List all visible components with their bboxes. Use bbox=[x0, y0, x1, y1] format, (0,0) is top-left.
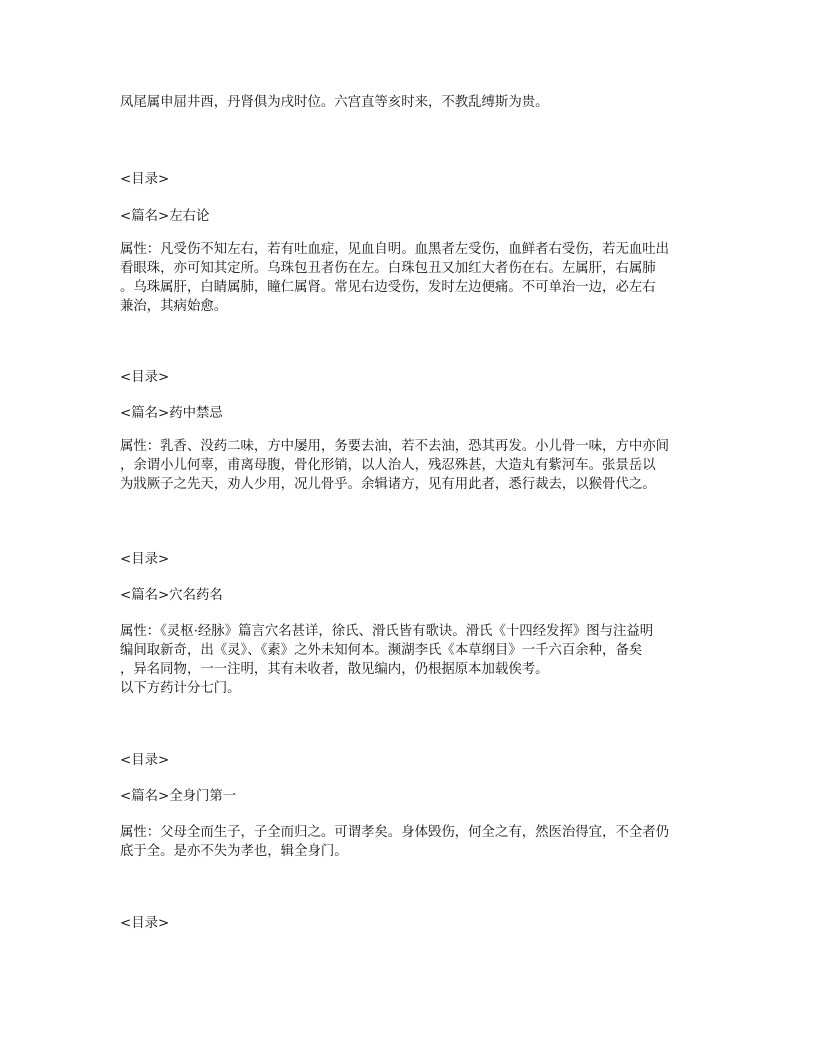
section-body bbox=[120, 437, 700, 494]
section-body-line: 属性：凡受伤不知左右，若有吐血症，见血自明。血黑者左受伤，血鲜者右受伤，若无血吐出 bbox=[120, 242, 670, 257]
section-body-line: 看眼珠，亦可知其定所。乌珠包丑者伤在左。白珠包丑又加红大者伤在右。左属肝，右属肺 bbox=[120, 261, 656, 276]
toc-link[interactable]: <目录> bbox=[120, 753, 170, 768]
section-title: <篇名>穴名药名 bbox=[120, 588, 223, 603]
toc-link[interactable]: <目录> bbox=[120, 916, 170, 931]
section-body-line: 为戕厥子之先天，劝人少用，况儿骨乎。余辑诸方，见有用此者，悉行裁去，以猴骨代之。 bbox=[120, 477, 656, 492]
section-body-line: 编间取新奇，出《灵》、《素》之外未知何本。濒湖李氏《本草纲目》一千六百余种，备矣 bbox=[120, 643, 643, 658]
section-body-line: 兼治，其病始愈。 bbox=[120, 299, 228, 314]
section-body-line: 底于全。是亦不失为孝也，辑全身门。 bbox=[120, 844, 348, 859]
intro-paragraph: 凤尾属申屈井酉，丹肾俱为戌时位。六宫直等亥时来，不教乱缚斯为贵。 bbox=[120, 95, 549, 110]
section-title: <篇名>左右论 bbox=[120, 209, 210, 224]
section-body-line: 以下方药计分七门。 bbox=[120, 681, 241, 696]
section-body bbox=[120, 823, 700, 861]
toc-link[interactable]: <目录> bbox=[120, 552, 170, 567]
section-body-line: ，余谓小儿何辜，甫离母腹，骨化形销，以人治人，残忍殊甚，大造丸有紫河车。张景岳以 bbox=[120, 458, 656, 473]
section-body-line: 属性：《灵枢·经脉》篇言穴名甚详，徐氏、滑氏皆有歌诀。滑氏《十四经发挥》图与注益明 bbox=[120, 624, 654, 639]
section-body-line: 属性：父母全而生子，子全而归之。可谓孝矣。身体毁伤，何全之有，然医治得宜，不全者仍 bbox=[120, 825, 670, 840]
toc-link[interactable]: <目录> bbox=[120, 370, 170, 385]
section-body-line: ，异名同物，一一注明，其有未收者，散见编内，仍根据原本加载俟考。 bbox=[120, 662, 549, 677]
toc-link[interactable]: <目录> bbox=[120, 172, 170, 187]
section-title: <篇名>全身门第一 bbox=[120, 789, 237, 804]
section-body-line: 属性：乳香、没药二味，方中屡用，务要去油，若不去油，恐其再发。小儿骨一味，方中亦间 bbox=[120, 439, 670, 454]
section-body bbox=[120, 622, 700, 698]
section-body bbox=[120, 240, 700, 316]
section-title: <篇名>药中禁忌 bbox=[120, 406, 223, 421]
section-body-line: 。乌珠属肝，白睛属肺，瞳仁属肾。常见右边受伤，发时左边便痛。不可单治一边，必左右 bbox=[120, 280, 656, 295]
